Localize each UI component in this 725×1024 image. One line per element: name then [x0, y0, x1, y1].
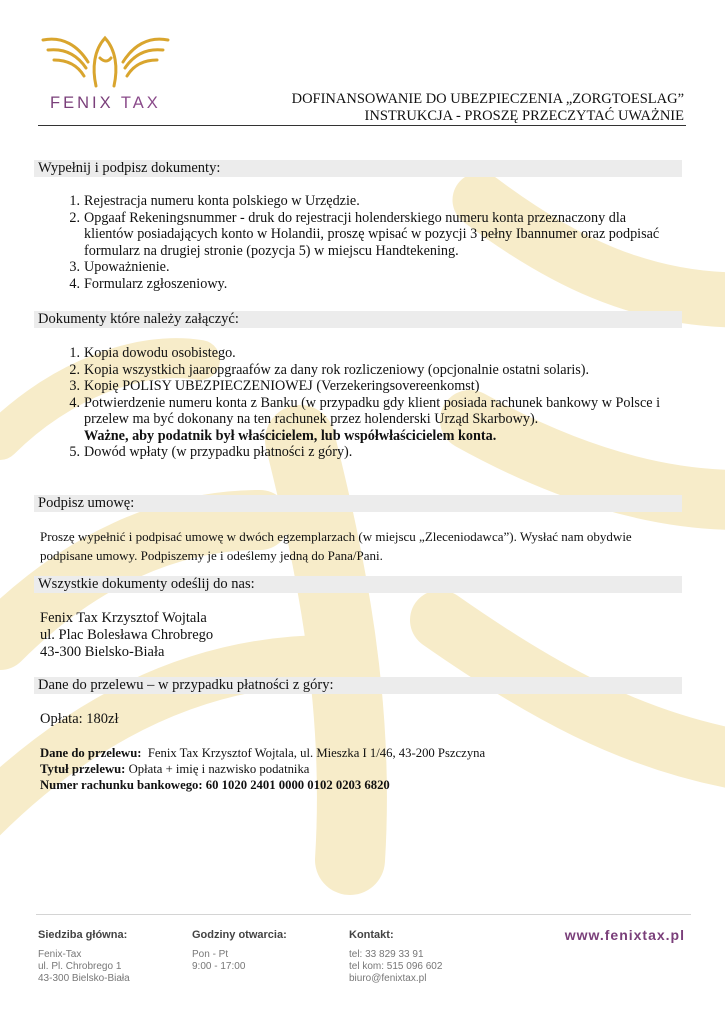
phone-link[interactable]: tel: 33 829 33 91	[349, 949, 424, 960]
list-item	[60, 378, 690, 395]
logo-word-fenix: FENIX	[50, 94, 114, 112]
list-item	[60, 210, 690, 260]
footer-line: 9:00 - 17:00	[192, 961, 246, 972]
fill-sign-list	[60, 193, 690, 292]
item-text: Potwierdzenie numeru konta z Banku (w przypadku gdy klient posiada rachunek bankowy w Polsce i	[84, 394, 661, 411]
title-line-1: DOFINANSOWANIE DO UBEZPIECZENIA „ZORGTOESLAG”	[291, 91, 684, 107]
important-note: Ważne, aby podatnik był właścicielem, lub współwłaścicielem konta.	[84, 427, 497, 444]
item-number: 2.	[69, 361, 80, 378]
footer-contact	[349, 929, 442, 985]
item-number: 2.	[69, 209, 80, 226]
section-heading-sign-contract: Podpisz umowę:	[34, 495, 682, 512]
section-heading-send-documents: Wszystkie dokumenty odeślij do nas:	[34, 576, 682, 593]
footer-heading: Siedziba główna:	[38, 929, 128, 941]
list-item	[60, 362, 690, 379]
footer-line: Pon - Pt	[192, 949, 229, 960]
transfer-title	[40, 761, 485, 777]
website-link[interactable]: www.fenixtax.pl	[564, 927, 685, 943]
item-text: Upoważnienie.	[84, 259, 170, 275]
mailing-address	[40, 610, 213, 661]
attachments-list	[60, 345, 690, 461]
footer-opening-hours	[192, 929, 287, 973]
address-line: Fenix Tax Krzysztof Wojtala	[40, 610, 207, 626]
address-line: 43-300 Bielsko-Biała	[40, 644, 165, 660]
list-item	[60, 395, 690, 445]
header-divider	[38, 125, 686, 126]
item-text: Kopię POLISY UBEZPIECZENIOWEJ (Verzekeringsovereenkomst)	[84, 378, 480, 394]
title-line-2: INSTRUKCJA - PROSZĘ PRZECZYTAĆ UWAŻNIE	[364, 108, 684, 124]
footer-divider	[36, 914, 691, 915]
list-item	[60, 276, 690, 293]
list-item	[60, 444, 690, 461]
footer-line: 43-300 Bielsko-Biała	[38, 973, 130, 984]
item-number: 1.	[69, 345, 80, 361]
item-text: Opgaaf Rekeningsnummer - druk do rejestracji holenderskiego numeru konta przeznaczony dla	[84, 209, 627, 226]
item-text: klientów posiadających konto w Holandii, proszę wpisać w pozycji 3 pełny Ibannumer oraz podpisać	[84, 226, 660, 242]
item-text: formularz na drugiej stronie (pozycja 5) w miejscu Handtekening.	[84, 242, 459, 259]
paragraph-line: Proszę wypełnić i podpisać umowę w dwóch egzemplarzach (w miejscu „Zleceniodawca”). Wysłać nam obydwie	[40, 529, 632, 544]
email-link[interactable]: biuro@fenixtax.pl	[349, 973, 427, 984]
item-number: 3.	[69, 259, 80, 275]
item-number: 1.	[69, 193, 80, 209]
account-label: Numer rachunku bankowego:	[40, 778, 203, 792]
list-item	[60, 193, 690, 210]
item-text: Rejestracja numeru konta polskiego w Urzędzie.	[84, 193, 360, 209]
item-number: 3.	[69, 378, 80, 394]
transfer-details	[40, 745, 485, 793]
fee-amount: Opłata: 180zł	[40, 711, 119, 727]
item-text: Formularz zgłoszeniowy.	[84, 275, 228, 292]
item-text: Dowód wpłaty (w przypadku płatności z góry).	[84, 444, 353, 460]
item-text: Kopia wszystkich jaaropgraafów za dany rok rozliczeniowy (opcjonalnie ostatni solaris).	[84, 361, 590, 378]
mobile-phone-link[interactable]: tel kom: 515 096 602	[349, 961, 443, 972]
section-heading-fill-sign: Wypełnij i podpisz dokumenty:	[34, 160, 682, 177]
list-item	[60, 345, 690, 362]
section-heading-attachments: Dokumenty które należy załączyć:	[34, 311, 682, 328]
footer-line: ul. Pl. Chrobrego 1	[38, 961, 122, 972]
account-number: 60 1020 2401 0000 0102 0203 6820	[205, 778, 390, 792]
item-text: przelew ma być dokonany na ten rachunek przez holenderski Urząd Skarbowy).	[84, 411, 539, 427]
item-number: 4.	[69, 275, 80, 292]
item-number: 4.	[69, 394, 80, 411]
logo-word-tax: TAX	[120, 94, 161, 112]
item-text: Kopia dowodu osobistego.	[84, 345, 236, 361]
footer-heading: Kontakt:	[349, 929, 394, 941]
address-line: ul. Plac Bolesława Chrobrego	[40, 627, 214, 643]
transfer-value: Fenix Tax Krzysztof Wojtala, ul. Mieszka I 1/46, 43-200 Pszczyna	[147, 746, 486, 760]
list-item	[60, 259, 690, 276]
footer-headquarters	[38, 929, 130, 985]
paragraph-line: podpisane umowy. Podpiszemy je i odeślemy jedną do Pana/Pani.	[40, 548, 383, 563]
logo-wordmark	[50, 94, 190, 113]
company-logo	[30, 28, 180, 120]
footer-heading: Godziny otwarcia:	[192, 929, 287, 941]
item-number: 5.	[69, 444, 80, 460]
footer-line: Fenix-Tax	[38, 949, 82, 960]
bank-account	[40, 777, 485, 793]
contract-instructions	[40, 527, 690, 565]
phoenix-logo-icon	[38, 28, 173, 90]
transfer-title-label: Tytuł przelewu:	[40, 762, 126, 776]
section-heading-transfer-details: Dane do przelewu – w przypadku płatności z góry:	[34, 677, 682, 694]
transfer-title-value: Opłata + imię i nazwisko podatnika	[128, 762, 310, 776]
document-title	[292, 91, 684, 125]
transfer-recipient	[40, 745, 485, 761]
transfer-label: Dane do przelewu:	[40, 746, 142, 760]
